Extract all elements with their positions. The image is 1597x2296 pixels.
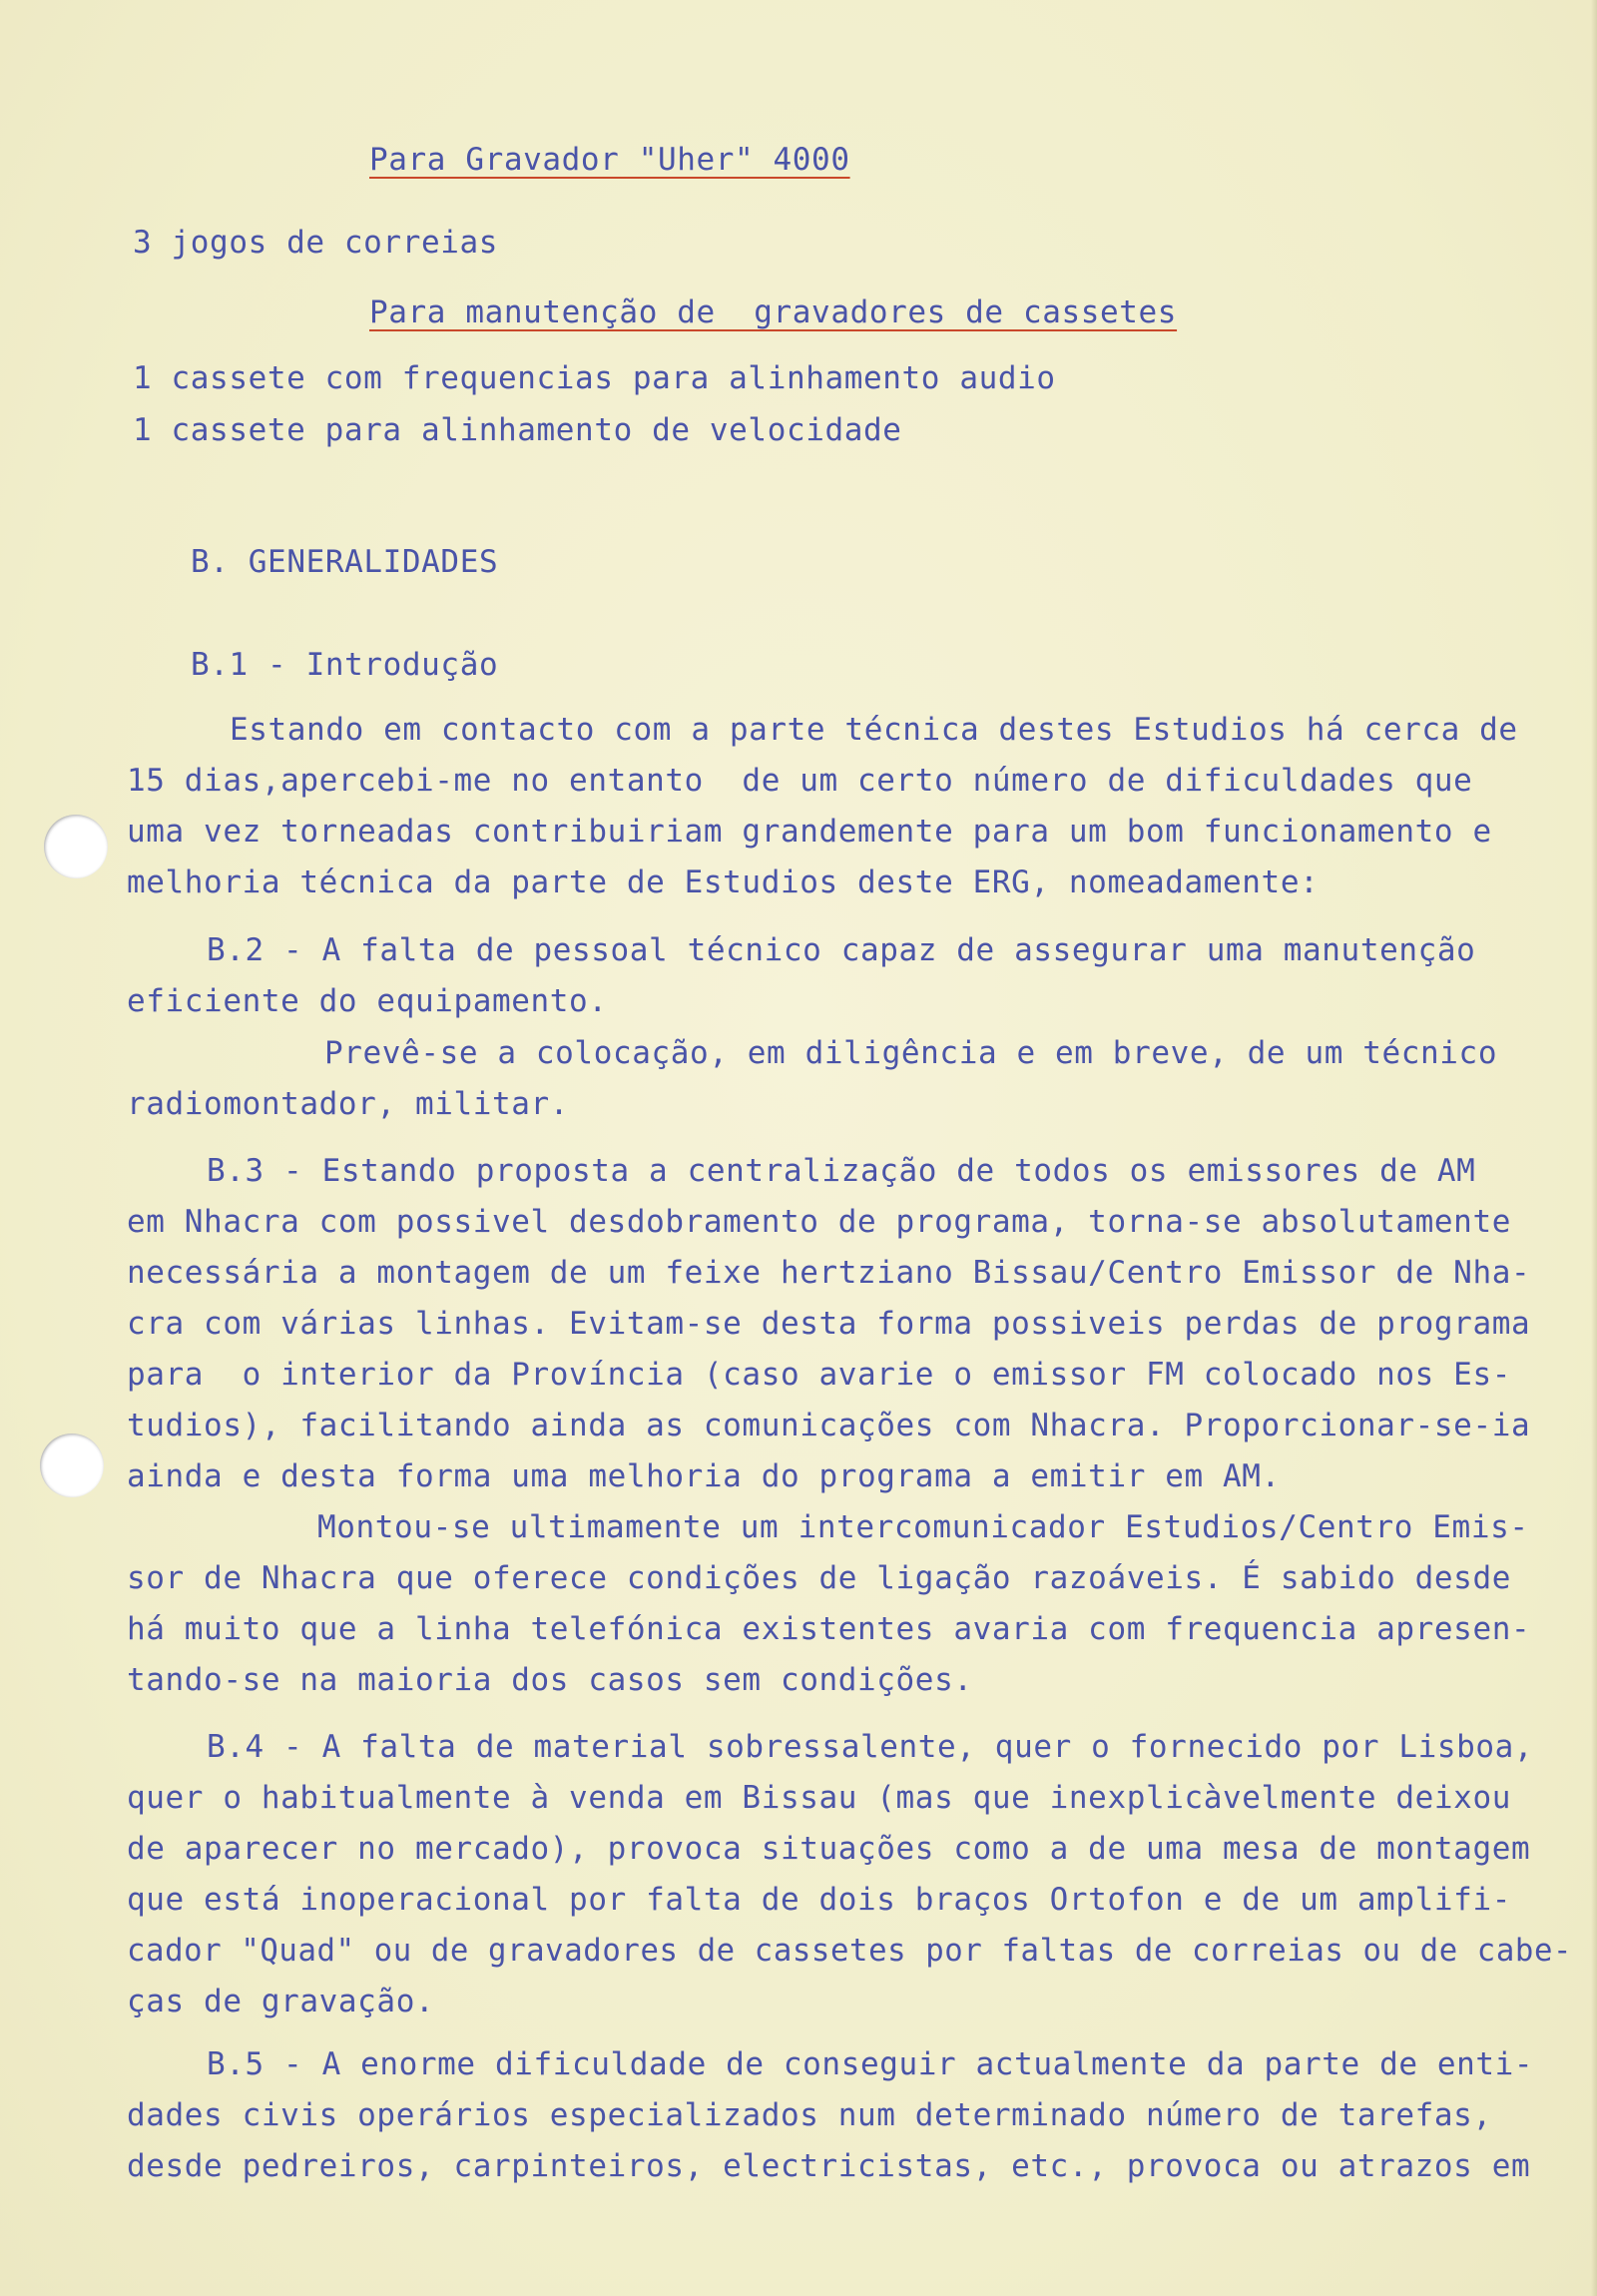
item-line: 3 jogos de correias	[133, 225, 499, 261]
paragraph-line: desde pedreiros, carpinteiros, electricistas, etc., provoca ou atrazos em	[127, 2148, 1531, 2184]
paragraph-line: ças de gravação.	[127, 1984, 435, 2019]
punch-hole-bottom	[40, 1434, 104, 1497]
paragraph-line: radiomontador, militar.	[127, 1086, 570, 1122]
paragraph-line: cra com várias linhas. Evitam-se desta forma possiveis perdas de programa	[127, 1306, 1531, 1342]
paragraph-line: cador "Quad" ou de gravadores de cassetes por faltas de correias ou de cabe-	[127, 1933, 1573, 1969]
paragraph-line: dades civis operários especializados num determinado número de tarefas,	[127, 2097, 1492, 2133]
paragraph-line: em Nhacra com possivel desdobramento de programa, torna-se absolutamente	[127, 1204, 1511, 1240]
paragraph-line: tudios), facilitando ainda as comunicações com Nhacra. Proporcionar-se-ia	[127, 1408, 1531, 1443]
paragraph-line: tando-se na maioria dos casos sem condições.	[127, 1662, 973, 1698]
section-title-generalidades: B. GENERALIDADES	[191, 544, 499, 580]
paragraph-line: quer o habitualmente à venda em Bissau (mas que inexplicàvelmente deixou	[127, 1780, 1511, 1816]
punch-hole-top	[44, 815, 108, 878]
subsection-title-b1: B.1 - Introdução	[191, 647, 499, 683]
paragraph-line: Prevê-se a colocação, em diligência e em breve, de um técnico	[324, 1035, 1498, 1071]
paragraph-line: necessária a montagem de um feixe hertziano Bissau/Centro Emissor de Nha-	[127, 1255, 1531, 1291]
paragraph-line: B.2 - A falta de pessoal técnico capaz de assegurar uma manutenção	[207, 932, 1476, 968]
paragraph-line: uma vez torneadas contribuiriam grandemente para um bom funcionamento e	[127, 814, 1492, 850]
paragraph-line: ainda e desta forma uma melhoria do programa a emitir em AM.	[127, 1458, 1281, 1494]
item-line: 1 cassete para alinhamento de velocidade	[133, 412, 902, 448]
paragraph-line: sor de Nhacra que oferece condições de ligação razoáveis. É sabido desde	[127, 1560, 1511, 1596]
item-line: 1 cassete com frequencias para alinhamento audio	[133, 360, 1056, 396]
paragraph-line: melhoria técnica da parte de Estudios deste ERG, nomeadamente:	[127, 864, 1320, 900]
paragraph-line: 15 dias,apercebi-me no entanto de um certo número de dificuldades que	[127, 763, 1473, 799]
paragraph-line: B.5 - A enorme dificuldade de conseguir actualmente da parte de enti-	[207, 2046, 1534, 2082]
paragraph-line: de aparecer no mercado), provoca situações como a de uma mesa de montagem	[127, 1831, 1531, 1867]
paragraph-line: para o interior da Província (caso avarie o emissor FM colocado nos Es-	[127, 1357, 1511, 1393]
section-heading-uher: Para Gravador "Uher" 4000	[369, 142, 850, 178]
paragraph-line: Montou-se ultimamente um intercomunicador Estudios/Centro Emis-	[317, 1509, 1529, 1545]
paragraph-line: há muito que a linha telefónica existentes avaria com frequencia apresen-	[127, 1611, 1531, 1647]
paragraph-line: B.4 - A falta de material sobressalente, quer o fornecido por Lisboa,	[207, 1729, 1534, 1765]
section-heading-cassettes: Para manutenção de gravadores de cassetes	[369, 294, 1178, 330]
page-edge	[1591, 0, 1597, 2296]
paragraph-line: que está inoperacional por falta de dois braços Ortofon e de um amplifi-	[127, 1882, 1511, 1918]
paragraph-line: B.3 - Estando proposta a centralização de todos os emissores de AM	[207, 1153, 1476, 1189]
paragraph-line: eficiente do equipamento.	[127, 983, 608, 1019]
paragraph-line: Estando em contacto com a parte técnica destes Estudios há cerca de	[230, 712, 1518, 748]
